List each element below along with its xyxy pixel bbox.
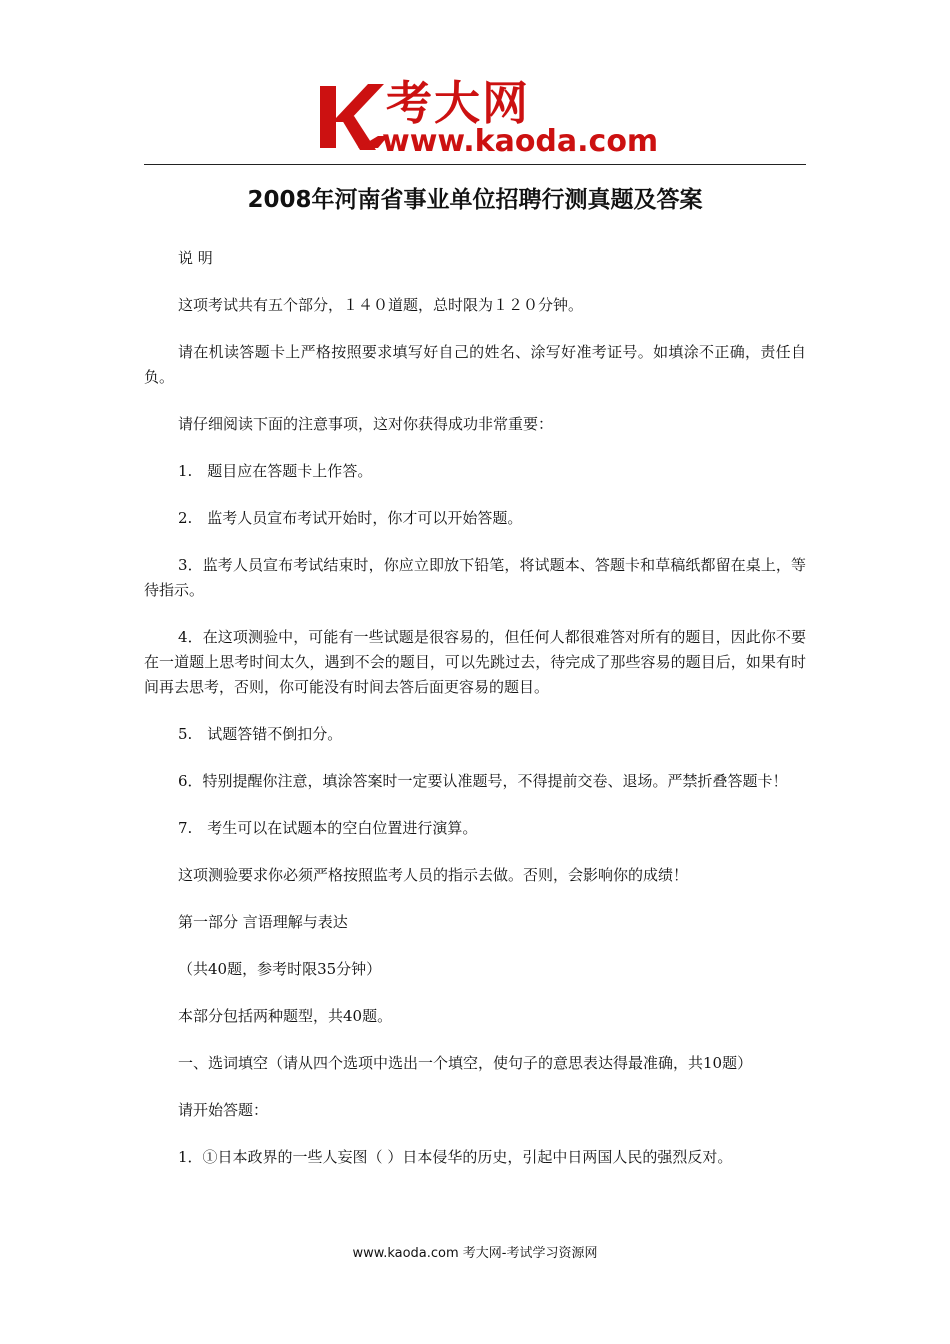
logo-chinese-name: 考大网: [386, 76, 530, 130]
document-title: 2008年河南省事业单位招聘行测真题及答案: [247, 187, 703, 213]
site-logo: [318, 76, 659, 159]
document-body: [144, 246, 806, 1192]
paragraph: 这项考试共有五个部分，１４０道题，总时限为１２０分钟。: [178, 296, 584, 314]
notice-item: 1. 题目应在答题卡上作答。: [178, 462, 373, 480]
notice-item: 4．在这项测验中，可能有一些试题是很容易的，但任何人都很难答对所有的题目，因此你不要在一道题上思考时间太久，遇到不会的题目，可以先跳过去，待完成了那些容易的题目后，如果有时间再去思考，否则，你可能没有时间去答后面更容易的题目。: [144, 628, 806, 696]
paragraph: 请开始答题：: [178, 1101, 269, 1119]
section-time-limit: （共40题，参考时限35分钟）: [178, 960, 382, 978]
paragraph: 本部分包括两种题型，共40题。: [178, 1007, 393, 1025]
question-item: 1．①日本政界的一些人妄图（ ）日本侵华的历史，引起中日两国人民的强烈反对。: [178, 1148, 733, 1166]
paragraph: 这项测验要求你必须严格按照监考人员的指示去做。否则，会影响你的成绩！: [178, 866, 689, 884]
notice-item: 2. 监考人员宣布考试开始时，你才可以开始答题。: [178, 509, 523, 527]
notice-item: 5. 试题答错不倒扣分。: [178, 725, 343, 743]
k-letter-logo-icon: [318, 78, 390, 154]
notice-item: 7. 考生可以在试题本的空白位置进行演算。: [178, 819, 478, 837]
page-footer: www.kaoda.com 考大网-考试学习资源网: [352, 1246, 598, 1261]
paragraph: 请仔细阅读下面的注意事项，这对你获得成功非常重要：: [178, 415, 554, 433]
question-type-heading: 一、选词填空（请从四个选项中选出一个填空，使句子的意思表达得最准确，共10题）: [178, 1054, 753, 1072]
header-divider: [144, 164, 806, 165]
section-heading: 第一部分 言语理解与表达: [178, 913, 348, 931]
notice-item: 6．特别提醒你注意，填涂答案时一定要认准题号，不得提前交卷、退场。严禁折叠答题卡！: [178, 772, 788, 790]
logo-url: www.kaoda.com: [382, 124, 659, 159]
paragraph-heading-note: 说 明: [178, 249, 213, 267]
paragraph: 请在机读答题卡上严格按照要求填写好自己的姓名、涂写好准考证号。如填涂不正确，责任自负。: [144, 343, 806, 386]
notice-item: 3．监考人员宣布考试结束时，你应立即放下铅笔，将试题本、答题卡和草稿纸都留在桌上，等待指示。: [144, 556, 806, 599]
